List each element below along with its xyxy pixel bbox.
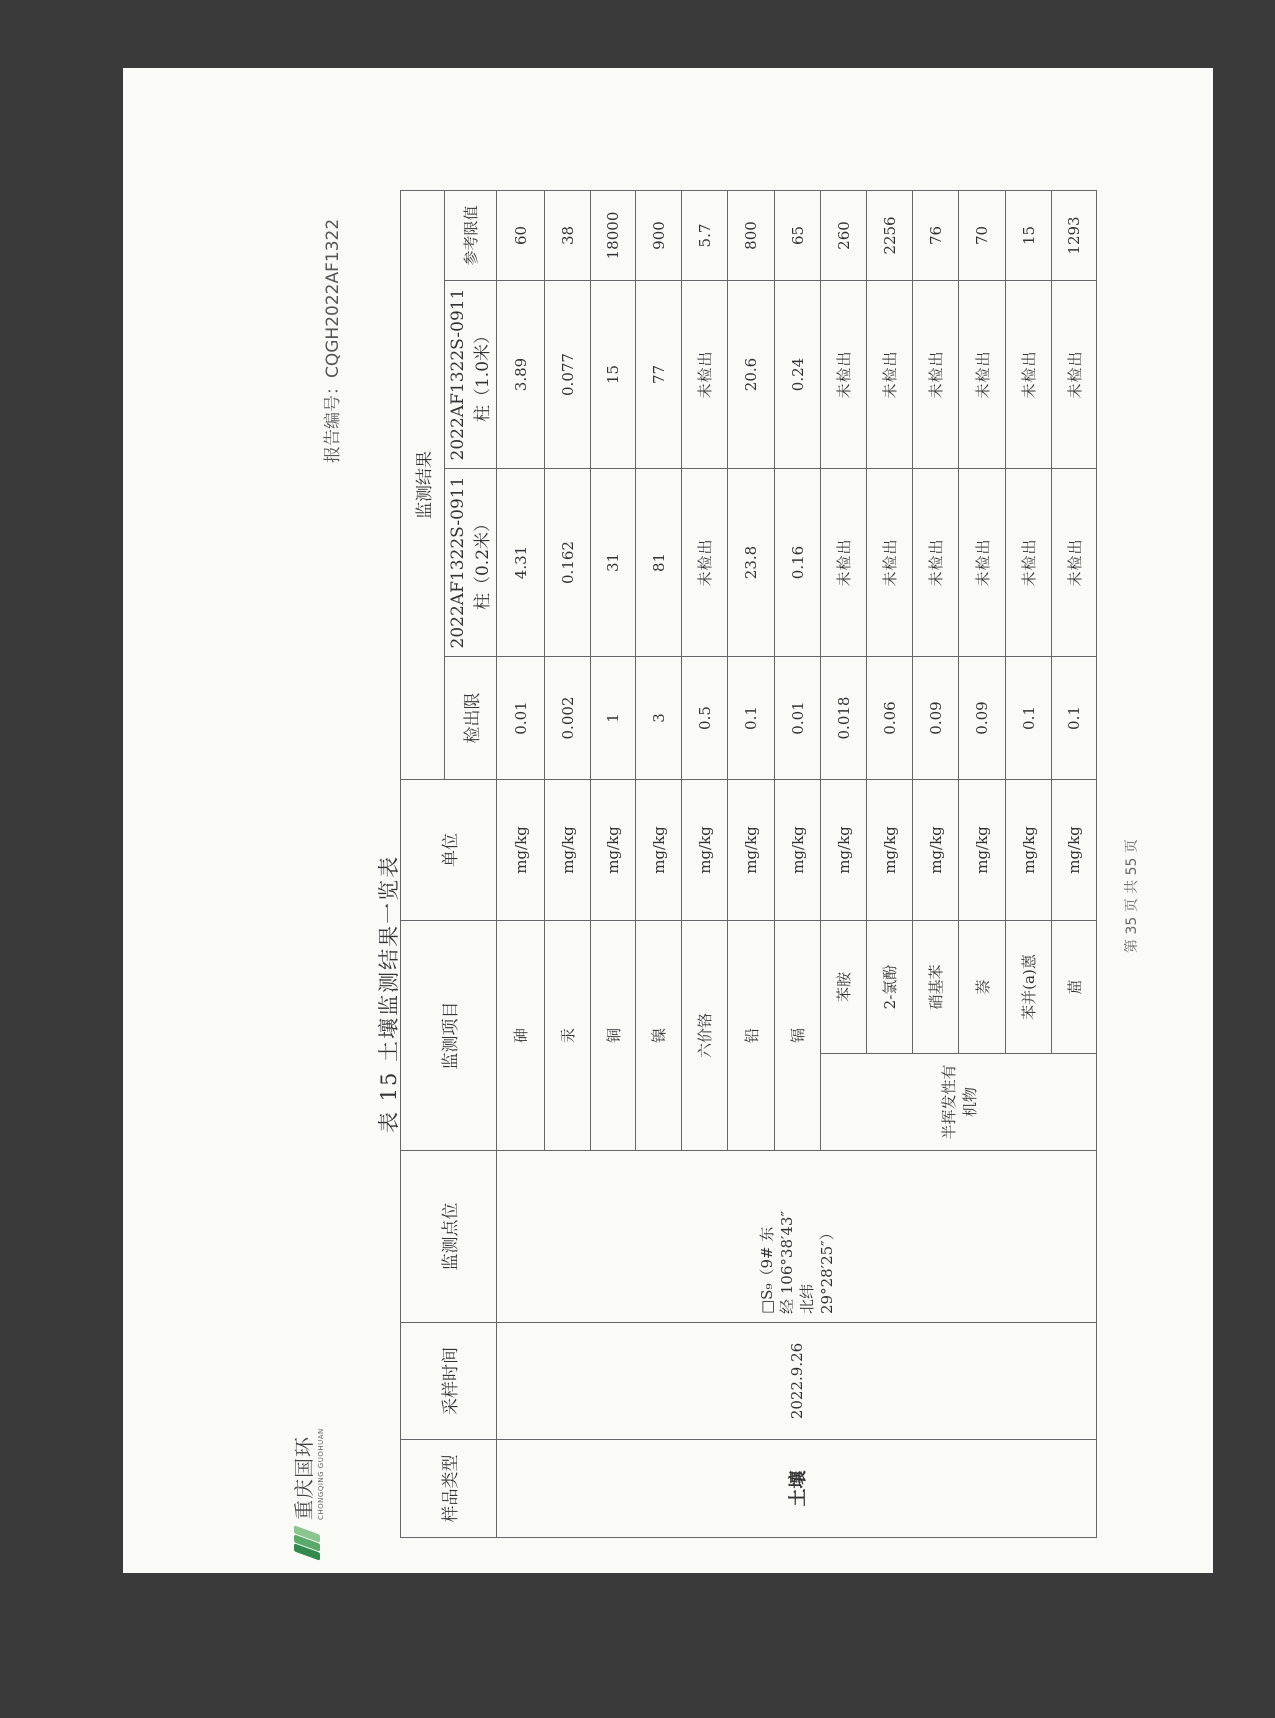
header-row-1 [401, 191, 445, 1538]
sample-1-value: 未检出 [867, 469, 913, 657]
reference-limit-cell: 15 [1006, 191, 1052, 281]
item-cell: 2-氯酚 [867, 921, 913, 1054]
svoc-group-cell: 半挥发性有机物 [821, 1054, 1097, 1151]
unit-cell: mg/kg [591, 780, 636, 921]
detection-limit-cell: 0.5 [682, 657, 728, 780]
unit-cell: mg/kg [867, 780, 913, 921]
reference-limit-cell: 260 [821, 191, 867, 281]
detection-limit-cell: 3 [636, 657, 682, 780]
unit-cell: mg/kg [1052, 780, 1097, 921]
unit-cell: mg/kg [545, 780, 591, 921]
header-location: 监测点位 [401, 1151, 497, 1323]
header-sample-1: 2022AF1322S-0911柱（0.2米） [445, 469, 497, 657]
sample-1-value: 未检出 [682, 469, 728, 657]
header-sample-2: 2022AF1322S-0911柱（1.0米） [445, 281, 497, 469]
item-cell: 苯胺 [821, 921, 867, 1054]
sample-2-value: 未检出 [1006, 281, 1052, 469]
document-page [123, 68, 1213, 1573]
sample-2-value: 未检出 [867, 281, 913, 469]
detection-limit-cell: 0.1 [1052, 657, 1097, 780]
report-number: 报告编号：CQGH2022AF1322 [323, 218, 343, 463]
page-footer: 第 35 页 共 55 页 [1124, 839, 1140, 953]
detection-limit-cell: 0.018 [821, 657, 867, 780]
sample-1-value: 未检出 [821, 469, 867, 657]
sample-1-value: 0.16 [775, 469, 821, 657]
header-detection-limit: 检出限 [445, 657, 497, 780]
unit-cell: mg/kg [728, 780, 775, 921]
sample-1-value: 未检出 [913, 469, 959, 657]
unit-cell: mg/kg [913, 780, 959, 921]
location-line: 北纬 [797, 1283, 816, 1314]
detection-limit-cell: 1 [591, 657, 636, 780]
sample-2-value: 77 [636, 281, 682, 469]
detection-limit-cell: 0.01 [775, 657, 821, 780]
sample-2-value: 20.6 [728, 281, 775, 469]
sample-2-value: 未检出 [1052, 281, 1097, 469]
header-sampling-time: 采样时间 [401, 1323, 497, 1440]
header-item: 监测项目 [401, 921, 497, 1151]
header-results-group: 监测结果 [401, 191, 445, 780]
reference-limit-cell: 1293 [1052, 191, 1097, 281]
logo-text-en: CHONGQING GUOHUAN [317, 1428, 325, 1520]
item-cell: 铜 [591, 921, 636, 1151]
item-cell: 铅 [728, 921, 775, 1151]
sample-2-value: 未检出 [959, 281, 1006, 469]
unit-cell: mg/kg [821, 780, 867, 921]
sample-2-value: 3.89 [497, 281, 545, 469]
unit-cell: mg/kg [959, 780, 1006, 921]
sample-1-value: 81 [636, 469, 682, 657]
sample-2-value: 未检出 [821, 281, 867, 469]
sample-2-value: 15 [591, 281, 636, 469]
header-unit: 单位 [401, 780, 497, 921]
reference-limit-cell: 65 [775, 191, 821, 281]
item-cell: 硝基苯 [913, 921, 959, 1054]
soil-monitoring-results-table [400, 190, 1097, 1538]
sample-1-value: 未检出 [1052, 469, 1097, 657]
header-reference-limit: 参考限值 [445, 191, 497, 281]
location-line: 经 106°38′43″ [777, 1210, 796, 1314]
location-line: □S₉（9# 东 [757, 1226, 776, 1314]
sample-1-value: 23.8 [728, 469, 775, 657]
sample-2-value: 0.077 [545, 281, 591, 469]
reference-limit-cell: 38 [545, 191, 591, 281]
reference-limit-cell: 900 [636, 191, 682, 281]
sample-2-value: 0.24 [775, 281, 821, 469]
sample-2-value: 未检出 [682, 281, 728, 469]
reference-limit-cell: 2256 [867, 191, 913, 281]
table-row [497, 191, 545, 1538]
item-cell: 汞 [545, 921, 591, 1151]
item-cell: 砷 [497, 921, 545, 1151]
unit-cell: mg/kg [1006, 780, 1052, 921]
reference-limit-cell: 5.7 [682, 191, 728, 281]
sample-type-cell: 土壤 [497, 1440, 1097, 1538]
unit-cell: mg/kg [682, 780, 728, 921]
item-cell: 萘 [959, 921, 1006, 1054]
detection-limit-cell: 0.09 [959, 657, 1006, 780]
sample-1-value: 4.31 [497, 469, 545, 657]
detection-limit-cell: 0.06 [867, 657, 913, 780]
unit-cell: mg/kg [775, 780, 821, 921]
location-cell [497, 1151, 1097, 1323]
rotated-page-content [123, 68, 1275, 1718]
item-cell: 六价铬 [682, 921, 728, 1151]
logo-mark-icon [294, 1528, 320, 1558]
sample-1-value: 未检出 [1006, 469, 1052, 657]
table-title: 表 15 土壤监测结果一览表 [377, 854, 401, 1133]
location-line: 29°28′25″） [817, 1225, 836, 1314]
sample-1-value: 0.162 [545, 469, 591, 657]
sample-1-value: 31 [591, 469, 636, 657]
sampling-time-cell: 2022.9.26 [497, 1323, 1097, 1440]
reference-limit-cell: 76 [913, 191, 959, 281]
item-cell: 䓛 [1052, 921, 1097, 1054]
logo-text-cn: 重庆国环 [292, 1436, 316, 1520]
reference-limit-cell: 18000 [591, 191, 636, 281]
item-cell: 苯并(a)蒽 [1006, 921, 1052, 1054]
detection-limit-cell: 0.09 [913, 657, 959, 780]
item-cell: 镉 [775, 921, 821, 1151]
detection-limit-cell: 0.1 [1006, 657, 1052, 780]
reference-limit-cell: 800 [728, 191, 775, 281]
detection-limit-cell: 0.1 [728, 657, 775, 780]
unit-cell: mg/kg [636, 780, 682, 921]
reference-limit-cell: 60 [497, 191, 545, 281]
reference-limit-cell: 70 [959, 191, 1006, 281]
sample-2-value: 未检出 [913, 281, 959, 469]
sample-1-value: 未检出 [959, 469, 1006, 657]
unit-cell: mg/kg [497, 780, 545, 921]
header-sample-type: 样品类型 [401, 1440, 497, 1538]
company-logo [288, 1428, 325, 1558]
detection-limit-cell: 0.01 [497, 657, 545, 780]
item-cell: 镍 [636, 921, 682, 1151]
detection-limit-cell: 0.002 [545, 657, 591, 780]
